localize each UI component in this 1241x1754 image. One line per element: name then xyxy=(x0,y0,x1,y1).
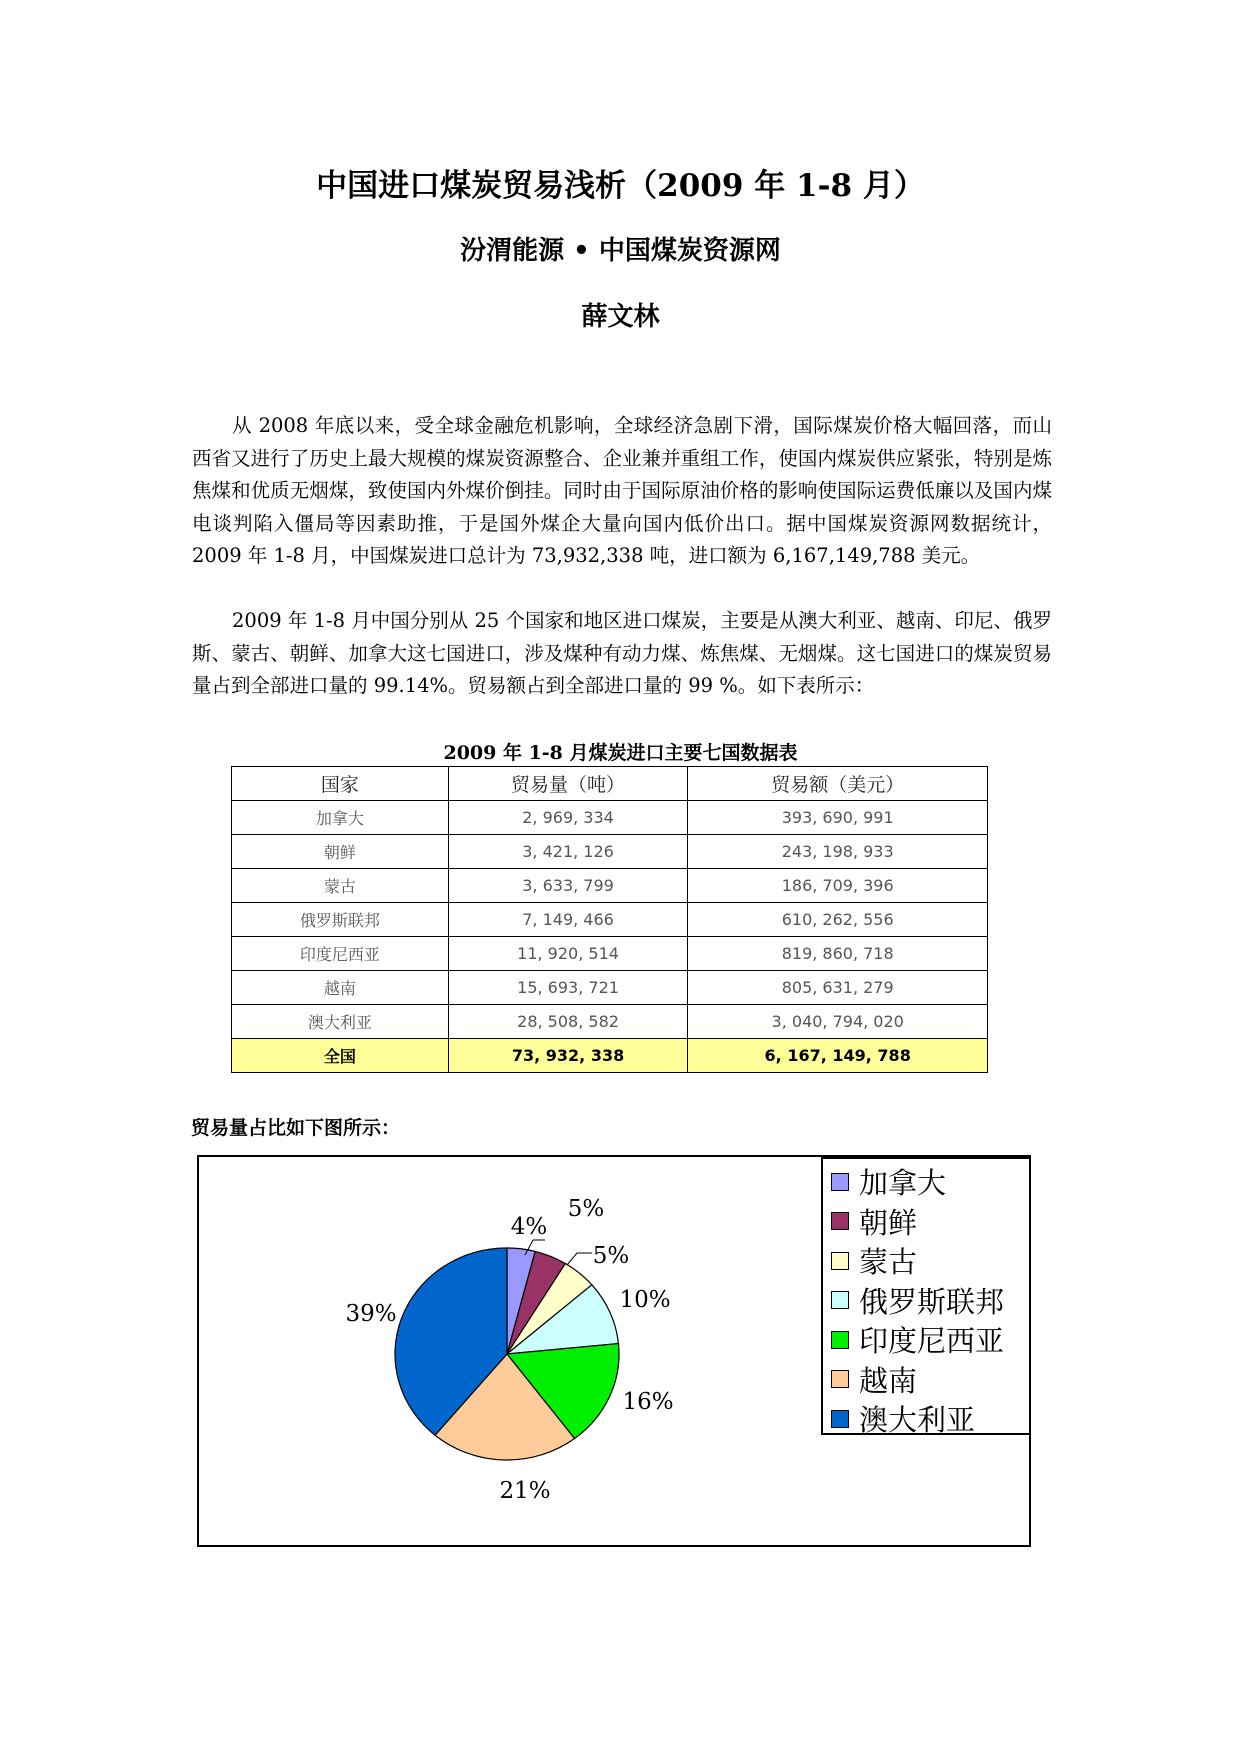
cell-volume: 15, 693, 721 xyxy=(448,971,688,1005)
legend-label: 澳大利亚 xyxy=(859,1403,976,1438)
pie-data-label: 10% xyxy=(619,1287,671,1313)
legend-label: 印度尼西亚 xyxy=(859,1324,1005,1359)
legend-swatch xyxy=(831,1291,849,1309)
cell-country: 越南 xyxy=(232,971,449,1005)
cell-country: 澳大利亚 xyxy=(232,1005,449,1039)
legend-item xyxy=(831,1320,1029,1360)
cell-value: 3, 040, 794, 020 xyxy=(688,1005,988,1039)
pie-data-label: 21% xyxy=(499,1478,551,1504)
cell-volume: 3, 421, 126 xyxy=(448,835,688,869)
cell-value: 805, 631, 279 xyxy=(688,971,988,1005)
cell-volume: 7, 149, 466 xyxy=(448,903,688,937)
chart-caption: 贸易量占比如下图所示： xyxy=(191,1117,401,1139)
table-row xyxy=(232,1005,988,1039)
table-row xyxy=(232,835,988,869)
legend-item xyxy=(831,1241,1029,1281)
chart-legend xyxy=(821,1157,1031,1438)
table-row xyxy=(232,903,988,937)
table-row xyxy=(232,937,988,971)
legend-swatch xyxy=(831,1370,849,1388)
cell-total-label: 全国 xyxy=(232,1039,449,1073)
cell-volume: 11, 920, 514 xyxy=(448,937,688,971)
cell-value: 819, 860, 718 xyxy=(688,937,988,971)
table-header-row xyxy=(232,767,988,801)
cell-volume: 2, 969, 334 xyxy=(448,801,688,835)
pie-data-label: 5% xyxy=(592,1243,630,1269)
cell-total-value: 6, 167, 149, 788 xyxy=(688,1039,988,1073)
pie-data-label: 5% xyxy=(567,1196,605,1222)
pie-chart-frame xyxy=(197,1155,1031,1547)
legend-label: 朝鲜 xyxy=(859,1205,918,1240)
document-title: 中国进口煤炭贸易浅析（2009 年 1-8 月） xyxy=(316,168,925,204)
document-subtitle: 汾渭能源 • 中国煤炭资源网 xyxy=(460,236,781,266)
cell-total-volume: 73, 932, 338 xyxy=(448,1039,688,1073)
cell-volume: 28, 508, 582 xyxy=(448,1005,688,1039)
table-row xyxy=(232,971,988,1005)
paragraph-1: 从 2008 年底以来，受全球金融危机影响，全球经济急剧下滑，国际煤炭价格大幅回落，而山西省又进行了历史上最大规模的煤炭资源整合、企业兼并重组工作，使国内煤炭供应紧张，特别是炼焦煤和优质无烟煤，致使国内外煤价倒挂。同时由于国际原油价格的影响使国际运费低廉以及国内煤电谈判陷入僵局等因素助推，于是国外煤企大量向国内低价出口。据中国煤炭资源网数据统计，2009 年 1-8 月，中国煤炭进口总计为 73,932,338 吨，进口额为 6,167,149,788 美元。 xyxy=(192,414,1052,567)
legend-item xyxy=(831,1360,1029,1400)
pie-chart xyxy=(199,1157,819,1545)
coal-import-table xyxy=(231,766,988,1073)
column-header-volume: 贸易量（吨） xyxy=(448,767,688,801)
pie-data-label: 39% xyxy=(345,1301,397,1327)
cell-value: 393, 690, 991 xyxy=(688,801,988,835)
cell-value: 610, 262, 556 xyxy=(688,903,988,937)
cell-country: 俄罗斯联邦 xyxy=(232,903,449,937)
legend-swatch xyxy=(831,1410,849,1428)
table-row xyxy=(232,801,988,835)
legend-swatch xyxy=(831,1173,849,1191)
legend-label: 越南 xyxy=(859,1363,918,1398)
document-author: 薛文林 xyxy=(581,302,660,332)
cell-country: 印度尼西亚 xyxy=(232,937,449,971)
pie-data-label: 16% xyxy=(622,1389,674,1415)
cell-country: 朝鲜 xyxy=(232,835,449,869)
legend-item xyxy=(831,1162,1029,1202)
cell-value: 186, 709, 396 xyxy=(688,869,988,903)
cell-value: 243, 198, 933 xyxy=(688,835,988,869)
legend-item xyxy=(831,1202,1029,1242)
legend-swatch xyxy=(831,1331,849,1349)
legend-swatch xyxy=(831,1212,849,1230)
legend-item xyxy=(831,1281,1029,1321)
paragraph-2: 2009 年 1-8 月中国分别从 25 个国家和地区进口煤炭，主要是从澳大利亚、越南、印尼、俄罗斯、蒙古、朝鲜、加拿大这七国进口，涉及煤种有动力煤、炼焦煤、无烟煤。这七国进口的煤炭贸易量占到全部进口量的 99.14%。贸易额占到全部进口量的 99 %。如下表所示： xyxy=(192,609,1052,697)
column-header-country: 国家 xyxy=(232,767,449,801)
legend-label: 俄罗斯联邦 xyxy=(859,1284,1005,1319)
cell-country: 加拿大 xyxy=(232,801,449,835)
pie-data-label: 4% xyxy=(510,1214,548,1240)
table-row xyxy=(232,869,988,903)
legend-label: 蒙古 xyxy=(859,1245,918,1280)
column-header-value: 贸易额（美元） xyxy=(688,767,988,801)
cell-volume: 3, 633, 799 xyxy=(448,869,688,903)
legend-label: 加拿大 xyxy=(859,1166,947,1201)
table-title: 2009 年 1-8 月煤炭进口主要七国数据表 xyxy=(443,742,798,764)
paragraph-1-block xyxy=(192,410,1052,573)
paragraph-2-block xyxy=(192,605,1052,703)
legend-swatch xyxy=(831,1252,849,1270)
label-leader-line xyxy=(567,1253,592,1265)
cell-country: 蒙古 xyxy=(232,869,449,903)
legend-item xyxy=(831,1399,1029,1439)
table-total-row xyxy=(232,1039,988,1073)
